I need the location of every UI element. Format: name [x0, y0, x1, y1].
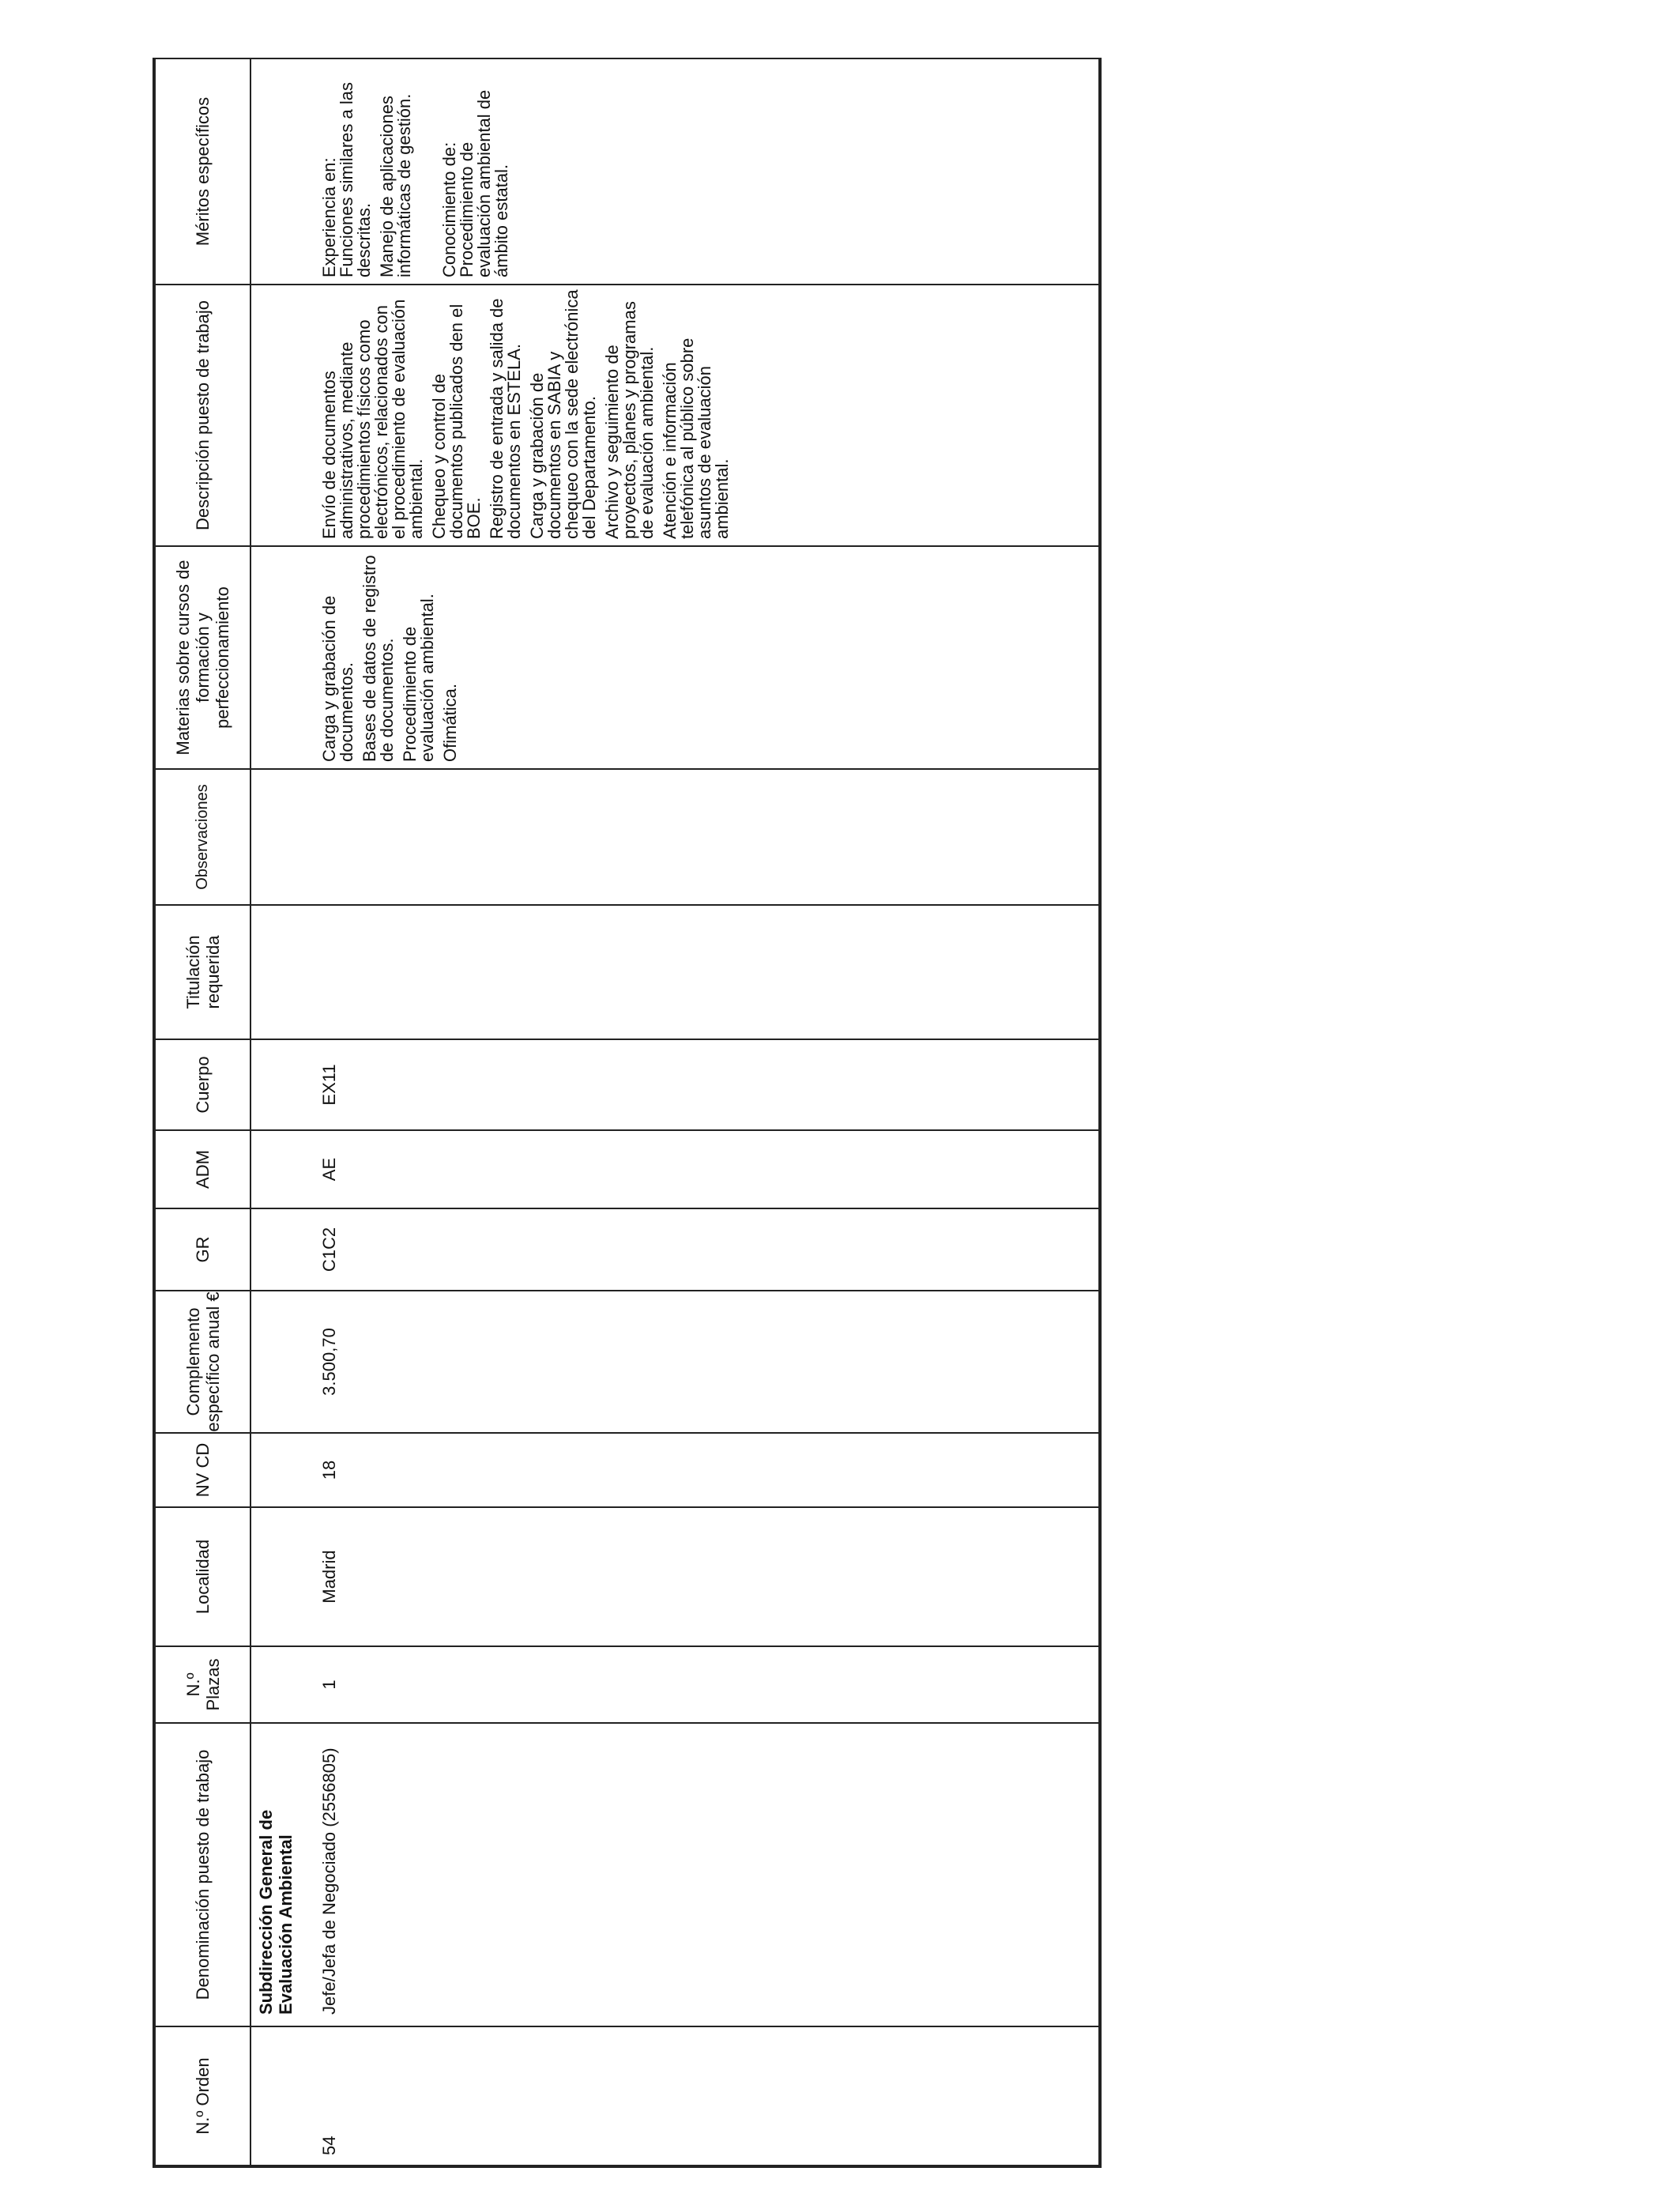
header-meritos: Méritos específicos: [155, 58, 250, 285]
header-denominacion: Denominación puesto de trabajo: [155, 1723, 250, 2026]
header-observaciones: Observaciones: [155, 769, 250, 905]
denominacion-value: Jefe/Jefa de Negociado (2556805): [319, 1747, 339, 2015]
list-item: Carga y grabación de documentos en SABIA y chequeo con la sede electrónica del Departamento.: [527, 289, 599, 539]
observaciones-value: [251, 770, 321, 904]
nvcd-value: 18: [319, 1460, 339, 1480]
adm-value: AE: [319, 1157, 339, 1182]
cell-plazas: [250, 1646, 1099, 1723]
list-item: Carga y grabación de documentos.: [319, 595, 356, 762]
cell-orden: [250, 2026, 1099, 2166]
list-item: Chequeo y control de documentos publicados den el BOE.: [429, 303, 484, 539]
list-item: Manejo de aplicaciones informáticas de gestión.: [377, 93, 414, 277]
header-gr: GR: [155, 1208, 250, 1291]
localidad-value: Madrid: [319, 1550, 339, 1604]
list-item: Funciones similares a las descritas.: [337, 82, 374, 277]
job-posting-table-frame: [153, 58, 1102, 2168]
header-cuerpo: Cuerpo: [155, 1039, 250, 1130]
rotated-table-container: [154, 59, 1100, 2166]
list-item: Procedimiento de evaluación ambiental de ámbito estatal.: [457, 89, 511, 277]
header-descripcion: Descripción puesto de trabajo: [155, 285, 250, 546]
meritos-conocimiento-title: Conocimiento de:: [439, 141, 459, 277]
cell-complemento: [250, 1291, 1099, 1433]
titulacion-value: [251, 906, 321, 1039]
cell-denominacion: [250, 1723, 1099, 2026]
header-complemento: Complemento específico anual €: [155, 1291, 250, 1433]
complemento-value: 3.500,70: [319, 1328, 339, 1396]
header-nvcd: NV CD: [155, 1433, 250, 1507]
cell-materias: [250, 546, 1099, 769]
header-localidad: Localidad: [155, 1507, 250, 1646]
job-posting-table: [154, 58, 1100, 2166]
cell-cuerpo: [250, 1039, 1099, 1130]
header-adm: ADM: [155, 1130, 250, 1208]
header-materias: Materias sobre cursos de formación y perfeccionamiento: [155, 546, 250, 769]
gr-value: C1C2: [319, 1227, 339, 1272]
meritos-experiencia-title: Experiencia en:: [319, 157, 339, 277]
cell-observaciones: [250, 769, 1099, 905]
list-item: Bases de datos de registro de documentos.: [360, 555, 397, 762]
list-item: Ofimática.: [440, 683, 460, 762]
list-item: Archivo y seguimiento de proyectos, planes y programas de evaluación ambiental.: [602, 301, 657, 539]
cell-localidad: [250, 1507, 1099, 1646]
cuerpo-value: EX11: [319, 1064, 339, 1106]
header-orden: N.º Orden: [155, 2026, 250, 2166]
header-plazas: N.º Plazas: [155, 1646, 250, 1723]
cell-descripcion: [250, 285, 1099, 546]
table-row: [250, 58, 1099, 2166]
cell-adm: [250, 1130, 1099, 1208]
header-row: [155, 58, 250, 2166]
cell-titulacion: [250, 905, 1099, 1039]
cell-gr: [250, 1208, 1099, 1291]
header-titulacion: Titulación requerida: [155, 905, 250, 1039]
plazas-value: 1: [319, 1679, 339, 1690]
list-item: Atención e información telefónica al público sobre asuntos de evaluación ambiental.: [660, 337, 732, 539]
subdireccion-heading: Subdirección General de Evaluación Ambiental: [256, 1809, 296, 2015]
list-item: Envío de documentos administrativos, mediante procedimientos físicos como electrónicos, relacionados con el procedimiento de evaluación ambiental.: [319, 299, 426, 539]
cell-meritos: [250, 58, 1099, 285]
spacer: [419, 62, 441, 277]
orden-value: 54: [319, 2136, 339, 2155]
cell-nvcd: [250, 1433, 1099, 1507]
list-item: Procedimiento de evaluación ambiental.: [400, 594, 437, 762]
list-item: Registro de entrada y salida de documentos en ESTELA.: [487, 298, 524, 539]
